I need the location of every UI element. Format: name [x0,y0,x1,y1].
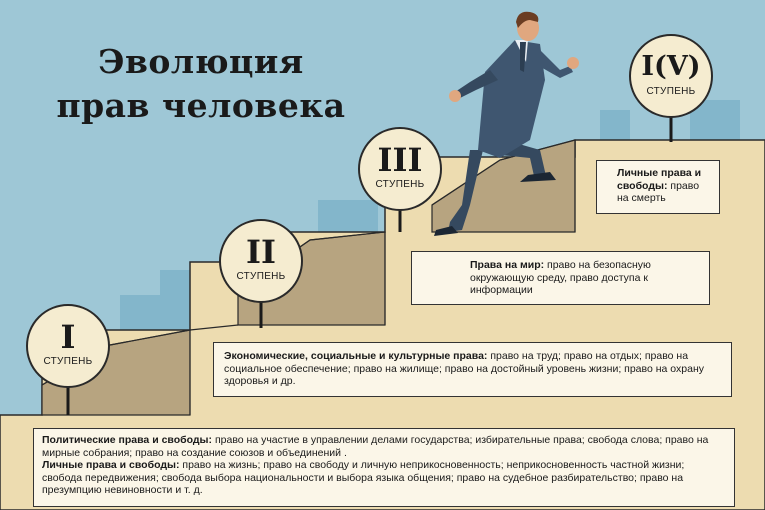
step-1-heading-personal: Личные права и свободы: [42,459,180,471]
step-2-heading: Экономические, социальные и культурные права: [224,350,488,362]
step-3-label: СТУПЕНЬ [375,179,425,190]
step-2-numeral: II [246,233,276,271]
title-line-1: Эволюция [98,42,304,81]
step-2-text: право на труд; право на отдых; право на социальное обеспечение; право на жилище; право на достойный уровень жизни; право на охрану здоровья и др. [224,350,704,387]
step-1-label: СТУПЕНЬ [43,356,93,367]
step-4-heading: Личные права и свободы: [617,167,702,192]
step-1-heading-political: Политические права и свободы: [42,434,213,446]
step-badge-2 [219,219,303,303]
step-1-description [33,428,735,507]
step-4-text: право на смерть [617,179,700,204]
step-badge-4 [629,34,713,118]
step-4-description [596,160,720,214]
step-1-numeral: I [60,318,76,356]
title-line-2: прав человека [56,86,346,125]
step-1-text-personal: право на жизнь; право на свободу и личную неприкосновенность; неприкосновенность частной жизни; свобода передвижения; свобода выбора национальности и выбора языка общения; право на судебное разбирательство; право на презумпцию невиновности и т. д. [42,459,685,496]
step-3-description [411,251,710,305]
step-4-numeral: I(V) [641,51,701,82]
page-title [36,40,366,128]
step-4-label: СТУПЕНЬ [646,86,696,97]
step-2-description [213,342,732,397]
step-1-text-political: право на участие в управлении делами государства; избирательные права; свобода слова; право на мирные собрания; право на создание союзов и объединений . [42,434,709,459]
step-badge-1 [26,304,110,388]
step-2-label: СТУПЕНЬ [236,271,286,282]
step-3-text: право на безопасную окружающую среду, право доступа к информации [470,259,651,296]
step-badge-3 [358,127,442,211]
step-3-heading: Права на мир: [470,259,545,271]
step-3-numeral: III [377,141,423,179]
